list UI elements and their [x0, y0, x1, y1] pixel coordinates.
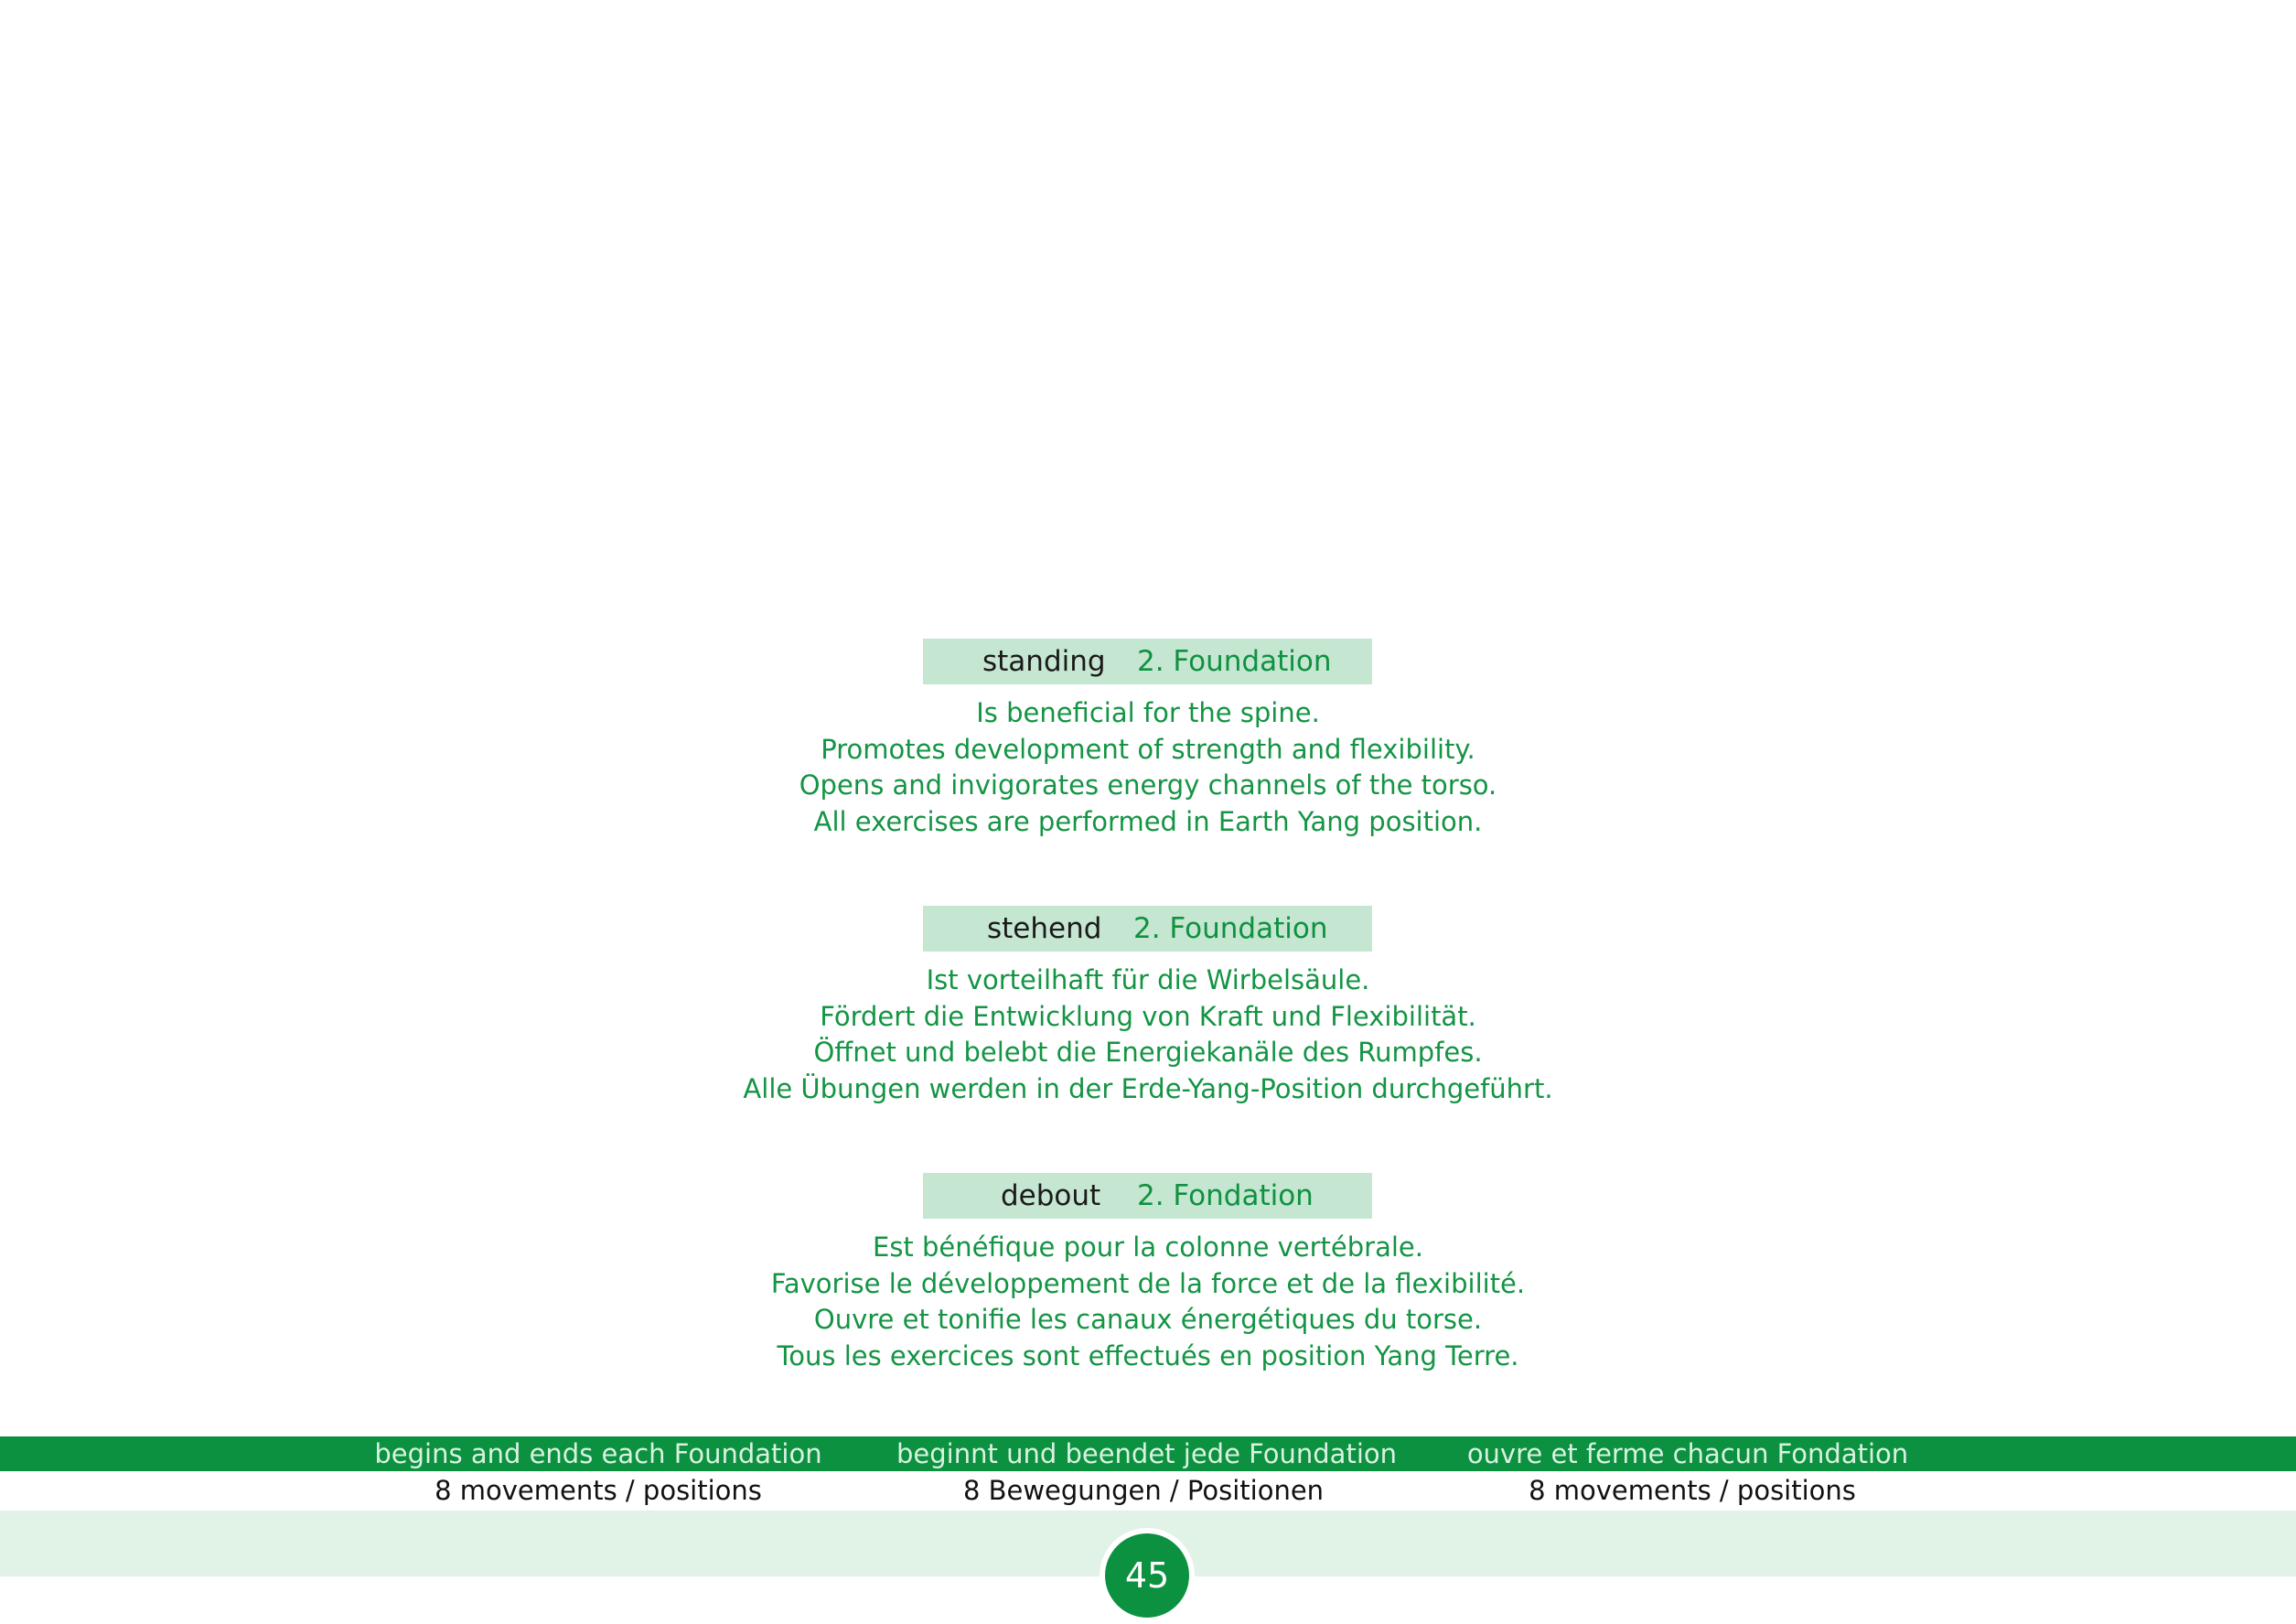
- footer-sub-german: 8 Bewegungen / Positionen: [962, 1475, 1325, 1506]
- section-header-french: [923, 1173, 1372, 1219]
- description-line: Promotes development of strength and flexibility.: [821, 733, 1475, 765]
- section-header-german: [923, 906, 1372, 952]
- description-line: Öffnet und belebt die Energiekanäle des Rumpfes.: [813, 1037, 1483, 1068]
- description-line: Is beneficial for the spine.: [976, 697, 1320, 728]
- section-title-english: 2. Foundation: [1137, 645, 1332, 678]
- section-label-french: debout: [1001, 1179, 1101, 1212]
- footer-band-english: begins and ends each Foundation: [374, 1438, 822, 1469]
- description-line: Alle Übungen werden in der Erde-Yang-Position durchgeführt.: [743, 1072, 1553, 1104]
- description-line: Favorise le développement de la force et de la flexibilité.: [770, 1267, 1526, 1299]
- description-line: Ouvre et tonifie les canaux énergétiques du torse.: [813, 1304, 1483, 1335]
- section-label-english: standing: [982, 645, 1106, 678]
- description-line: Ist vorteilhaft für die Wirbelsäule.: [926, 964, 1370, 995]
- description-line: Tous les exercices sont effectués en position Yang Terre.: [777, 1339, 1519, 1371]
- description-line: All exercises are performed in Earth Yang position.: [813, 805, 1483, 837]
- footer-sub-english: 8 movements / positions: [435, 1475, 762, 1506]
- page-number: 45: [1105, 1533, 1189, 1618]
- section-description-french: [0, 1230, 2296, 1374]
- footer-band-german: beginnt und beendet jede Foundation: [896, 1438, 1398, 1469]
- section-label-german: stehend: [987, 912, 1102, 945]
- footer-band-french: ouvre et ferme chacun Fondation: [1466, 1438, 1909, 1469]
- footer-green-band: [0, 1436, 2296, 1471]
- description-line: Opens and invigorates energy channels of the torso.: [799, 769, 1497, 801]
- section-title-german: 2. Foundation: [1133, 912, 1328, 945]
- section-header-english: [923, 639, 1372, 684]
- description-line: Fördert die Entwicklung von Kraft und Flexibilität.: [820, 1000, 1476, 1032]
- description-line: Est bénéfique pour la colonne vertébrale.: [873, 1231, 1423, 1263]
- footer-sub-french: 8 movements / positions: [1529, 1475, 1856, 1506]
- section-description-english: [0, 695, 2296, 840]
- section-description-german: [0, 963, 2296, 1107]
- section-title-french: 2. Fondation: [1137, 1179, 1314, 1212]
